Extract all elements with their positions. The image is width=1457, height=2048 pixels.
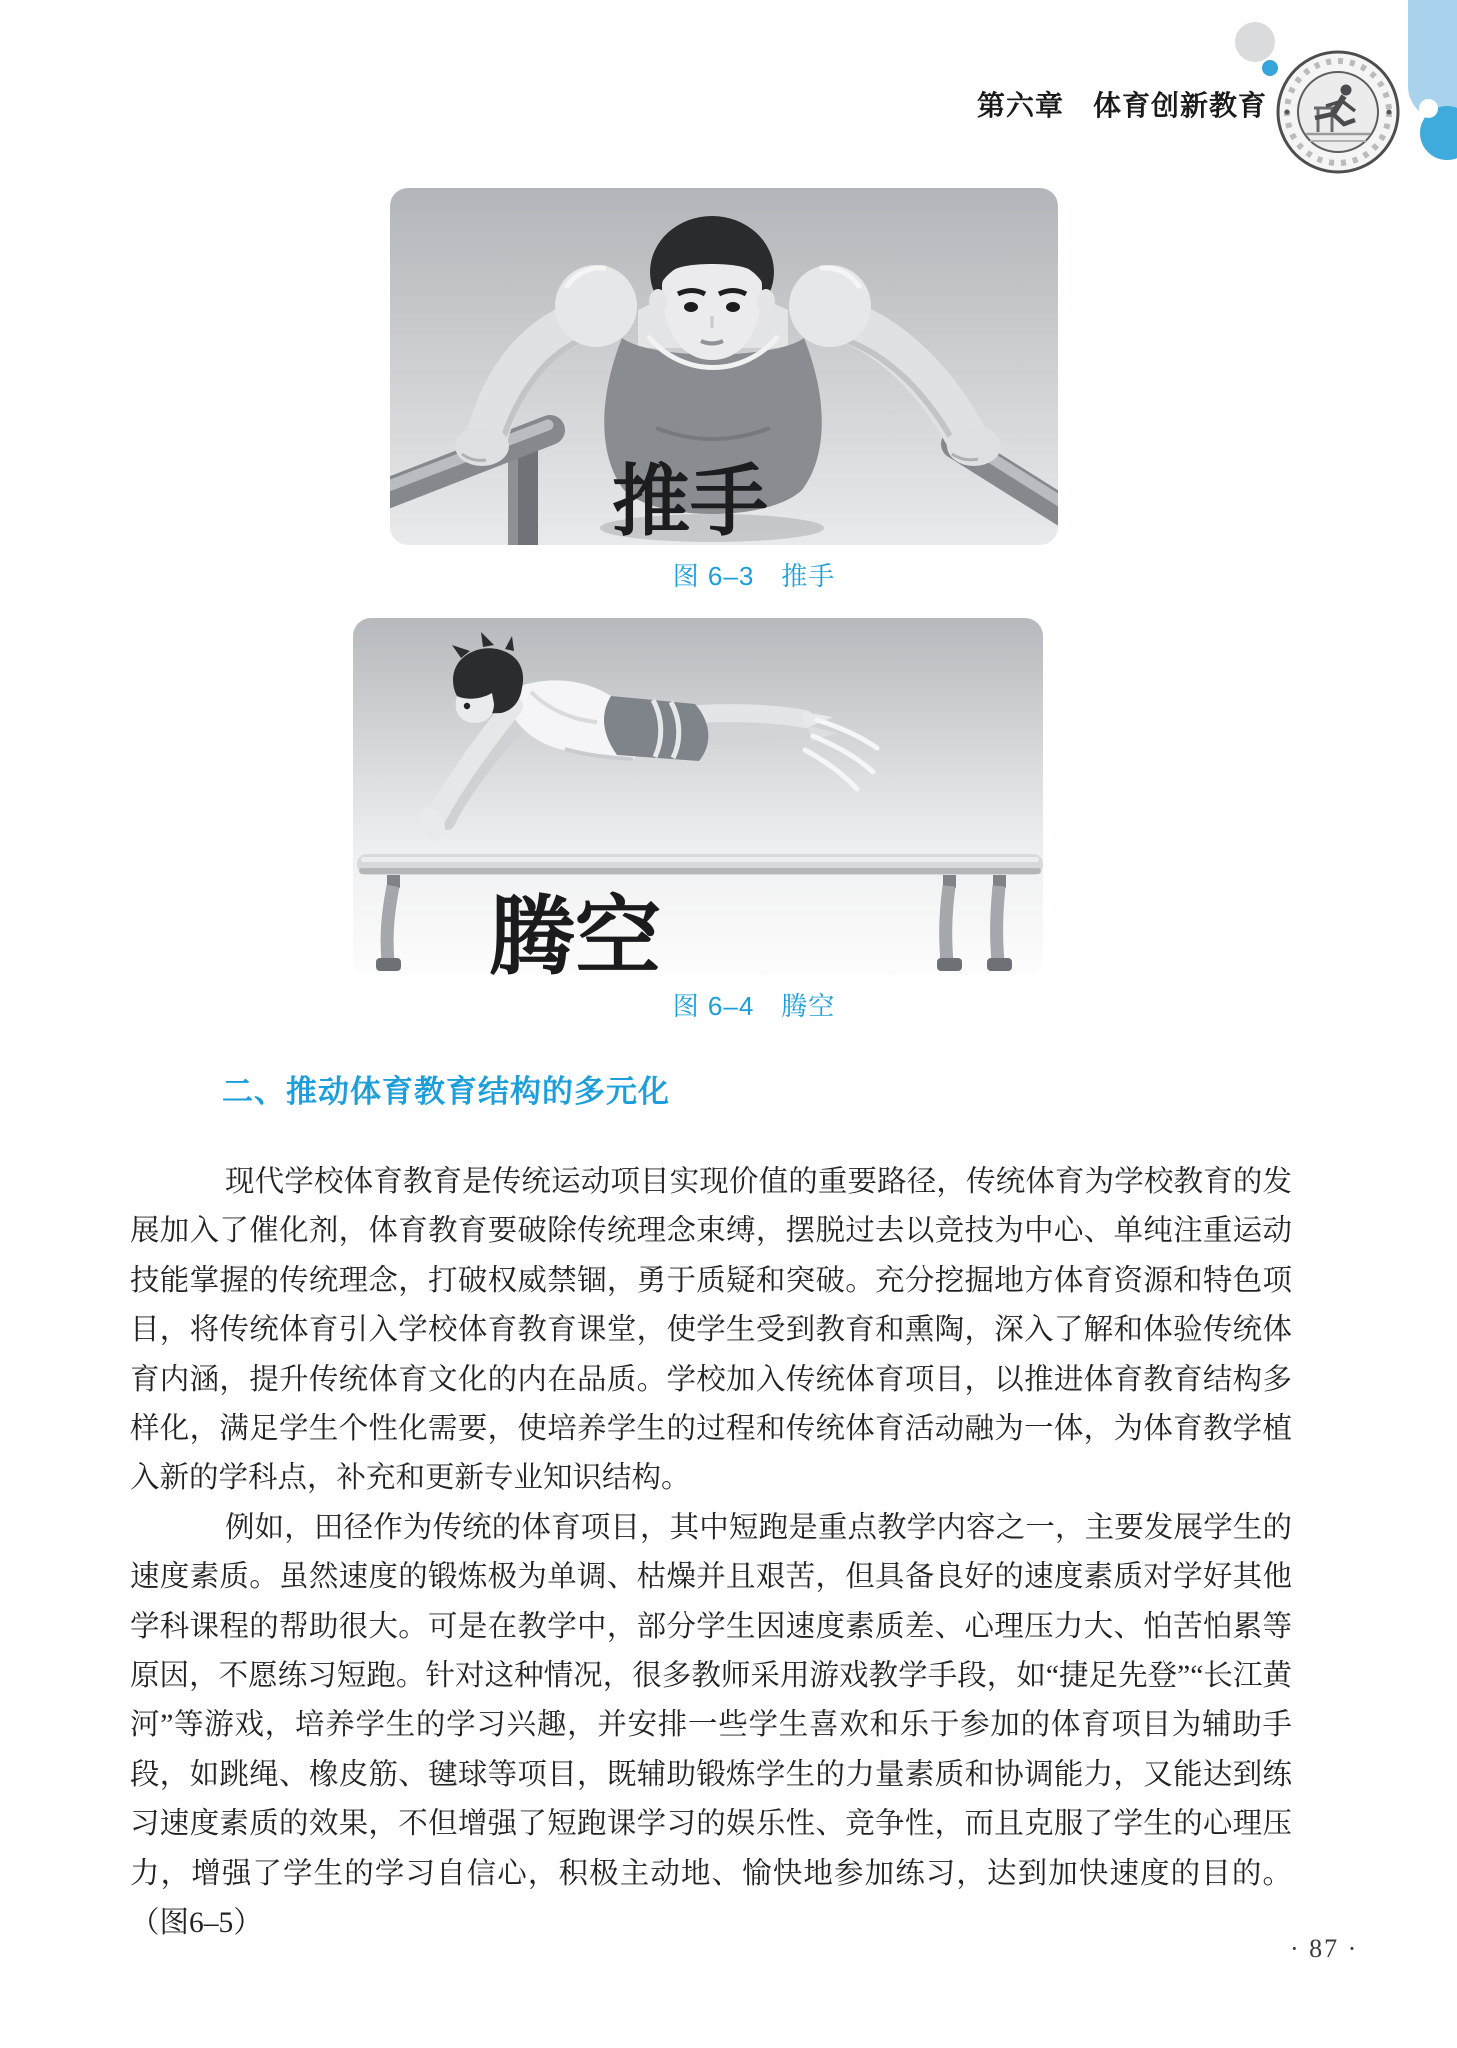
body-paragraph: 现代学校体育教育是传统运动项目实现价值的重要路径，传统体育为学校教育的发展加入了催化剂，体育教育要破除传统理念束缚，摆脱过去以竞技为中心、单纯注重运动技能掌握的传统理念，打破权威禁锢，勇于质疑和突破。充分挖掘地方体育资源和特色项目，将传统体育引入学校体育教育课堂，使学生受到教育和熏陶，深入了解和体验传统体育内涵，提升传统体育文化的内在品质。学校加入传统体育项目，以推进体育教育结构多样化，满足学生个性化需要，使培养学生的过程和传统体育活动融为一体，为体育教学植入新的学科点，补充和更新专业知识结构。 [130,1166,1292,1495]
college-emblem-seal-icon [1274,48,1402,176]
decor-gray-circle [1235,22,1275,62]
body-text [130,1158,1292,1949]
section-heading: 二、推动体育教育结构的多元化 [222,1074,670,1109]
body-paragraph: 例如，田径作为传统的体育项目，其中短跑是重点教学内容之一，主要发展学生的速度素质。虽然速度的锻炼极为单调、枯燥并且艰苦，但具备良好的速度素质对学好其他学科课程的帮助很大。可是在教学中，部分学生因速度素质差、心理压力大、怕苦怕累等原因，不愿练习短跑。针对这种情况，很多教师采用游戏教学手段，如“捷足先登”“长江黄河”等游戏，培养学生的学习兴趣，并安排一些学生喜欢和乐于参加的体育项目为辅助手段，如跳绳、橡皮筋、毽球等项目，既辅助锻炼学生的力量素质和协调能力，又能达到练习速度素质的效果，不但增强了短跑课学习的娱乐性、竞争性，而且克服了学生的心理压力，增强了学生的学习自信心，积极主动地、愉快地参加练习，达到加快速度的目的。（图6–5） [130,1511,1292,1940]
figure-inner-label: 腾空 [489,889,661,978]
chapter-title: 第六章 体育创新教育 [977,90,1268,121]
figure-pushup-illustration [390,188,1058,545]
figure-caption: 图 6–4 腾空 [672,991,836,1021]
figure-inner-label: 推手 [611,458,769,545]
figure-caption: 图 6–3 推手 [672,561,836,591]
figure-flight-illustration [353,618,1043,978]
parallel-bars-pushup-drawing [390,188,1058,545]
decor-white-dot [1419,99,1438,118]
page-number: · 87 · [1290,1934,1359,1963]
flight-over-bar-drawing [353,618,1043,978]
